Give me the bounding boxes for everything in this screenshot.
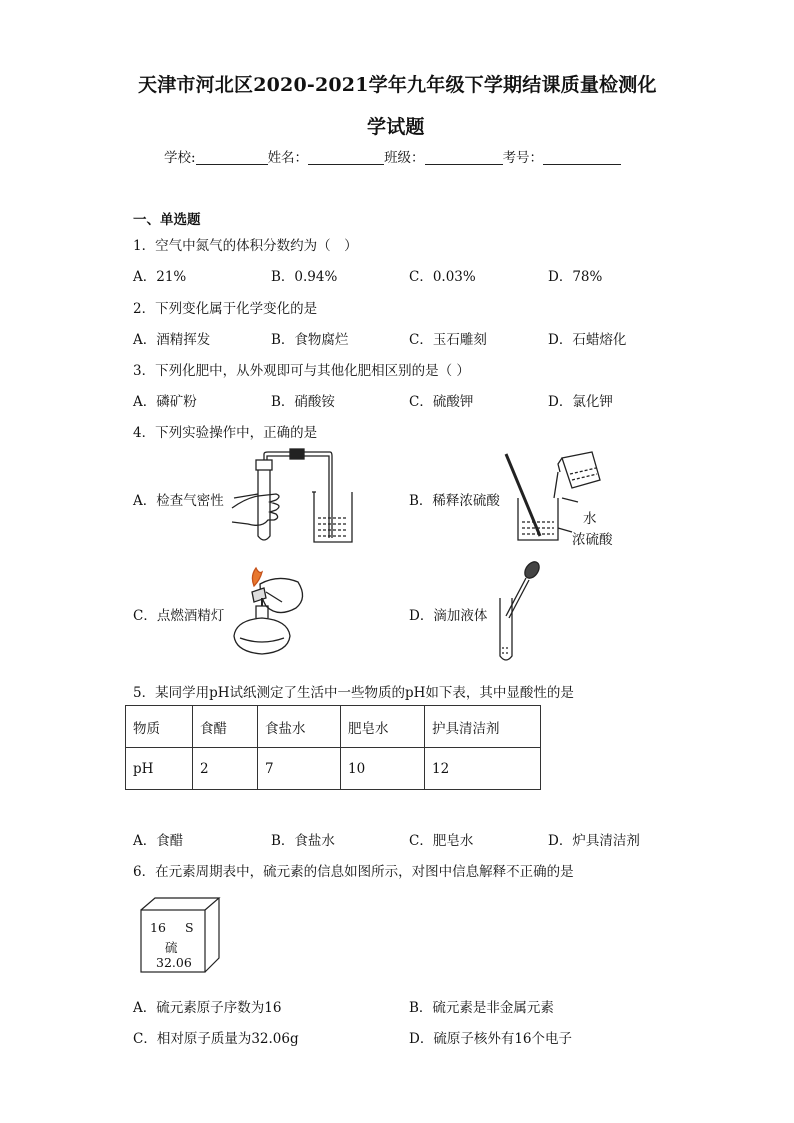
element-number: 16: [150, 920, 166, 935]
q5-option-c[interactable]: C．肥皂水: [409, 833, 474, 849]
number-field[interactable]: [543, 150, 621, 165]
student-info-line: [164, 146, 621, 166]
table-cell: 食盐水: [258, 706, 341, 748]
name-field[interactable]: [308, 150, 384, 165]
q3-option-b[interactable]: B．硝酸铵: [271, 394, 335, 410]
q6-option-d[interactable]: D．硫原子核外有16个电子: [409, 1031, 573, 1047]
table-row: [126, 706, 541, 748]
q6-option-b[interactable]: B．硫元素是非金属元素: [409, 1000, 554, 1016]
q1-option-b[interactable]: B．0.94%: [271, 269, 338, 285]
q6-option-c[interactable]: C．相对原子质量为32.06g: [133, 1031, 299, 1047]
table-cell: pH: [126, 748, 193, 790]
q2-stem: 2．下列变化属于化学变化的是: [133, 301, 318, 317]
section-heading: 一、单选题: [133, 212, 201, 228]
school-label: 学校:: [164, 150, 196, 166]
table-cell: 7: [258, 748, 341, 790]
q2-option-d[interactable]: D．石蜡熔化: [548, 332, 627, 348]
school-field[interactable]: [196, 150, 268, 165]
page-title-line2: 学试题: [367, 116, 425, 138]
q4-option-a[interactable]: A．检查气密性: [133, 493, 224, 509]
dropper-figure: [492, 560, 548, 666]
q3-option-a[interactable]: A．磷矿粉: [133, 394, 197, 410]
table-cell: 2: [193, 748, 258, 790]
page-title-line1: 天津市河北区2020-2021学年九年级下学期结课质量检测化: [138, 74, 657, 96]
q4-option-b[interactable]: B．稀释浓硫酸: [409, 493, 500, 509]
label-conc-acid: 浓硫酸: [572, 532, 613, 548]
table-cell: 物质: [126, 706, 193, 748]
alcohol-lamp-figure: [226, 562, 310, 658]
table-cell: 肥皂水: [341, 706, 425, 748]
element-name: 硫: [165, 940, 178, 955]
airtight-check-figure: [228, 450, 358, 546]
q5-option-d[interactable]: D．炉具清洁剂: [548, 833, 640, 849]
q5-option-a[interactable]: A．食醋: [133, 833, 184, 849]
q6-option-a[interactable]: A．硫元素原子序数为16: [133, 1000, 282, 1016]
q2-option-a[interactable]: A．酒精挥发: [133, 332, 211, 348]
q2-option-b[interactable]: B．食物腐烂: [271, 332, 349, 348]
element-symbol: S: [185, 920, 194, 935]
class-label: 班级：: [384, 150, 425, 166]
ph-table: [125, 705, 541, 790]
table-cell: 10: [341, 748, 425, 790]
q5-stem: 5．某同学用pH试纸测定了生活中一些物质的pH如下表，其中显酸性的是: [133, 685, 574, 701]
q4-option-d[interactable]: D．滴加液体: [409, 608, 488, 624]
name-label: 姓名：: [267, 150, 309, 166]
q3-option-d[interactable]: D．氯化钾: [548, 394, 613, 410]
q3-option-c[interactable]: C．硫酸钾: [409, 394, 474, 410]
table-row: [126, 748, 541, 790]
number-label: 考号：: [502, 150, 544, 166]
q5-option-b[interactable]: B．食盐水: [271, 833, 335, 849]
q1-option-d[interactable]: D．78%: [548, 269, 603, 285]
table-cell: 12: [425, 748, 541, 790]
label-water: 水: [583, 511, 597, 527]
q1-option-a[interactable]: A．21%: [133, 269, 187, 285]
q3-stem: 3．下列化肥中，从外观即可与其他化肥相区别的是（ ）: [133, 363, 470, 379]
element-mass: 32.06: [156, 955, 192, 970]
q1-stem: 1．空气中氮气的体积分数约为（ ）: [133, 238, 358, 254]
q4-stem: 4．下列实验操作中，正确的是: [133, 425, 318, 441]
q1-option-c[interactable]: C．0.03%: [409, 269, 476, 285]
q6-stem: 6．在元素周期表中，硫元素的信息如图所示，对图中信息解释不正确的是: [133, 864, 574, 880]
table-cell: 食醋: [193, 706, 258, 748]
q2-option-c[interactable]: C．玉石雕刻: [409, 332, 487, 348]
class-field[interactable]: [425, 150, 503, 165]
q4-option-c[interactable]: C．点燃酒精灯: [133, 608, 225, 624]
table-cell: 护具清洁剂: [425, 706, 541, 748]
